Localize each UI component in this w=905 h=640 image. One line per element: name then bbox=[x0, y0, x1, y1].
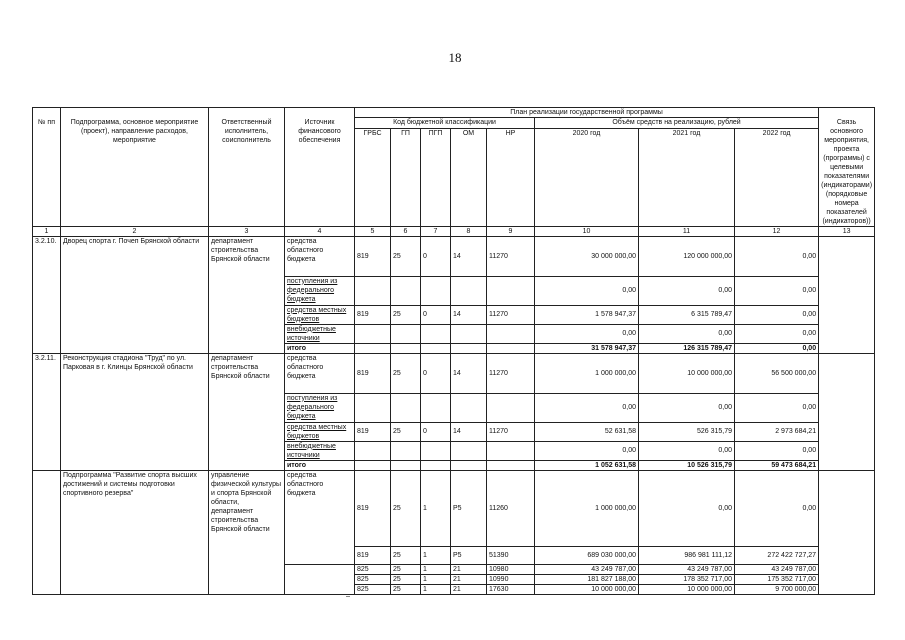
column-numbers-row: 1 2 3 4 5 6 7 8 9 10 11 12 13 bbox=[33, 226, 875, 236]
header-source: Источник финансового обеспечения bbox=[285, 118, 355, 227]
table-row: 819 25 1 P5 51390 689 030 000,00 986 981 111,12 272 422 727,27 bbox=[33, 546, 875, 564]
table-row: средства местных бюджетов 819 25 0 14 11270 1 578 947,37 6 315 789,47 0,00 bbox=[33, 305, 875, 324]
row-num: 3.2.11. bbox=[33, 353, 61, 470]
table-row: 3.2.10. Дворец спорта г. Почеп Брянской области департамент строительства Брянской области средства областного бюджета 819 25 0 14 11270 30 000 000,00 120 000 000,00 0,00 bbox=[33, 236, 875, 276]
row-responsible: департамент строительства Брянской области bbox=[209, 353, 285, 470]
header-2022: 2022 год bbox=[735, 129, 819, 226]
table-row: поступления из федерального бюджета 0,00 0,00 0,00 bbox=[33, 276, 875, 305]
row-name: Дворец спорта г. Почеп Брянской области bbox=[61, 236, 209, 353]
subprogram-name: Подпрограмма "Развитие спорта высших достижений и системы подготовки спортивного резерва" bbox=[61, 470, 209, 594]
header-subprogram: Подпрограмма, основное мероприятие (проект), направление расходов, мероприятие bbox=[61, 118, 209, 227]
row-name: Реконструкция стадиона "Труд" по ул. Парковая в г. Клинцы Брянской области bbox=[61, 353, 209, 470]
row-link bbox=[819, 236, 875, 353]
header-2020: 2020 год bbox=[535, 129, 639, 226]
table-row: 825 25 1 21 10990 181 827 188,00 178 352 717,00 175 352 717,00 bbox=[33, 574, 875, 584]
header-empty-left bbox=[33, 108, 61, 118]
header-np: НР bbox=[487, 129, 535, 226]
source-federal: поступления из федерального бюджета bbox=[285, 393, 355, 422]
subprogram-source: средства областного бюджета bbox=[285, 470, 355, 564]
subprogram-responsible: управление физической культуры и спорта Брянской области, департамент строительства Брянской области bbox=[209, 470, 285, 594]
source-local: средства местных бюджетов bbox=[285, 422, 355, 441]
table-row: 825 25 1 21 10980 43 249 787,00 43 249 787,00 43 249 787,00 bbox=[33, 564, 875, 574]
header-link: Связь основного мероприятия, проекта (программы) с целевыми показателями (индикаторами) (порядковые номера показателей (индикаторов)) bbox=[819, 118, 875, 227]
table-row: внебюджетные источники 0,00 0,00 0,00 bbox=[33, 441, 875, 460]
row-responsible: департамент строительства Брянской области bbox=[209, 236, 285, 353]
program-plan-table bbox=[32, 107, 875, 595]
source-extra: внебюджетные источники bbox=[285, 441, 355, 460]
source-total: итого bbox=[285, 343, 355, 353]
source-total: итого bbox=[285, 460, 355, 470]
row-link bbox=[819, 353, 875, 470]
table-row: 3.2.11. Реконструкция стадиона "Труд" по ул. Парковая в г. Клинцы Брянской области департамент строительства Брянской области средства областного бюджета 819 25 0 14 11270 1 000 000,00 10 000 000,00 56 500 000,00 bbox=[33, 353, 875, 393]
source-regional: средства областного бюджета bbox=[285, 236, 355, 276]
page-number: 18 bbox=[448, 50, 462, 65]
header-budget-code: Код бюджетной классификации bbox=[355, 118, 535, 129]
source-federal: поступления из федерального бюджета bbox=[285, 276, 355, 305]
super-header: План реализации государственной программы bbox=[355, 108, 819, 118]
header-om: ОМ bbox=[451, 129, 487, 226]
total-row: итого 31 578 947,37 126 315 789,47 0,00 bbox=[33, 343, 875, 353]
header-gp: ГП bbox=[391, 129, 421, 226]
row-num: 3.2.10. bbox=[33, 236, 61, 353]
header-2021: 2021 год bbox=[639, 129, 735, 226]
table-row: внебюджетные источники 0,00 0,00 0,00 bbox=[33, 324, 875, 343]
total-row: итого 1 052 631,58 10 526 315,79 59 473 684,21 bbox=[33, 460, 875, 470]
scan-mark bbox=[346, 596, 350, 597]
table-row: 825 25 1 21 17630 10 000 000,00 10 000 000,00 9 700 000,00 bbox=[33, 584, 875, 594]
table-row: средства местных бюджетов 819 25 0 14 11270 52 631,58 526 315,79 2 973 684,21 bbox=[33, 422, 875, 441]
source-extra: внебюджетные источники bbox=[285, 324, 355, 343]
header-pgp: ПГП bbox=[421, 129, 451, 226]
table-row: Подпрограмма "Развитие спорта высших достижений и системы подготовки спортивного резерва" управление физической культуры и спорта Брянской области, департамент строительства Брянской области средства областного бюджета 819 25 1 P5 11260 1 000 000,00 0,00 0,00 bbox=[33, 470, 875, 546]
header-grbs: ГРБС bbox=[355, 129, 391, 226]
source-local: средства местных бюджетов bbox=[285, 305, 355, 324]
header-num: № пп bbox=[33, 118, 61, 227]
table-row: поступления из федерального бюджета 0,00 0,00 0,00 bbox=[33, 393, 875, 422]
source-regional: средства областного бюджета bbox=[285, 353, 355, 393]
header-funds: Объём средств на реализацию, рублей bbox=[535, 118, 819, 129]
header-responsible: Ответственный исполнитель, соисполнитель bbox=[209, 118, 285, 227]
